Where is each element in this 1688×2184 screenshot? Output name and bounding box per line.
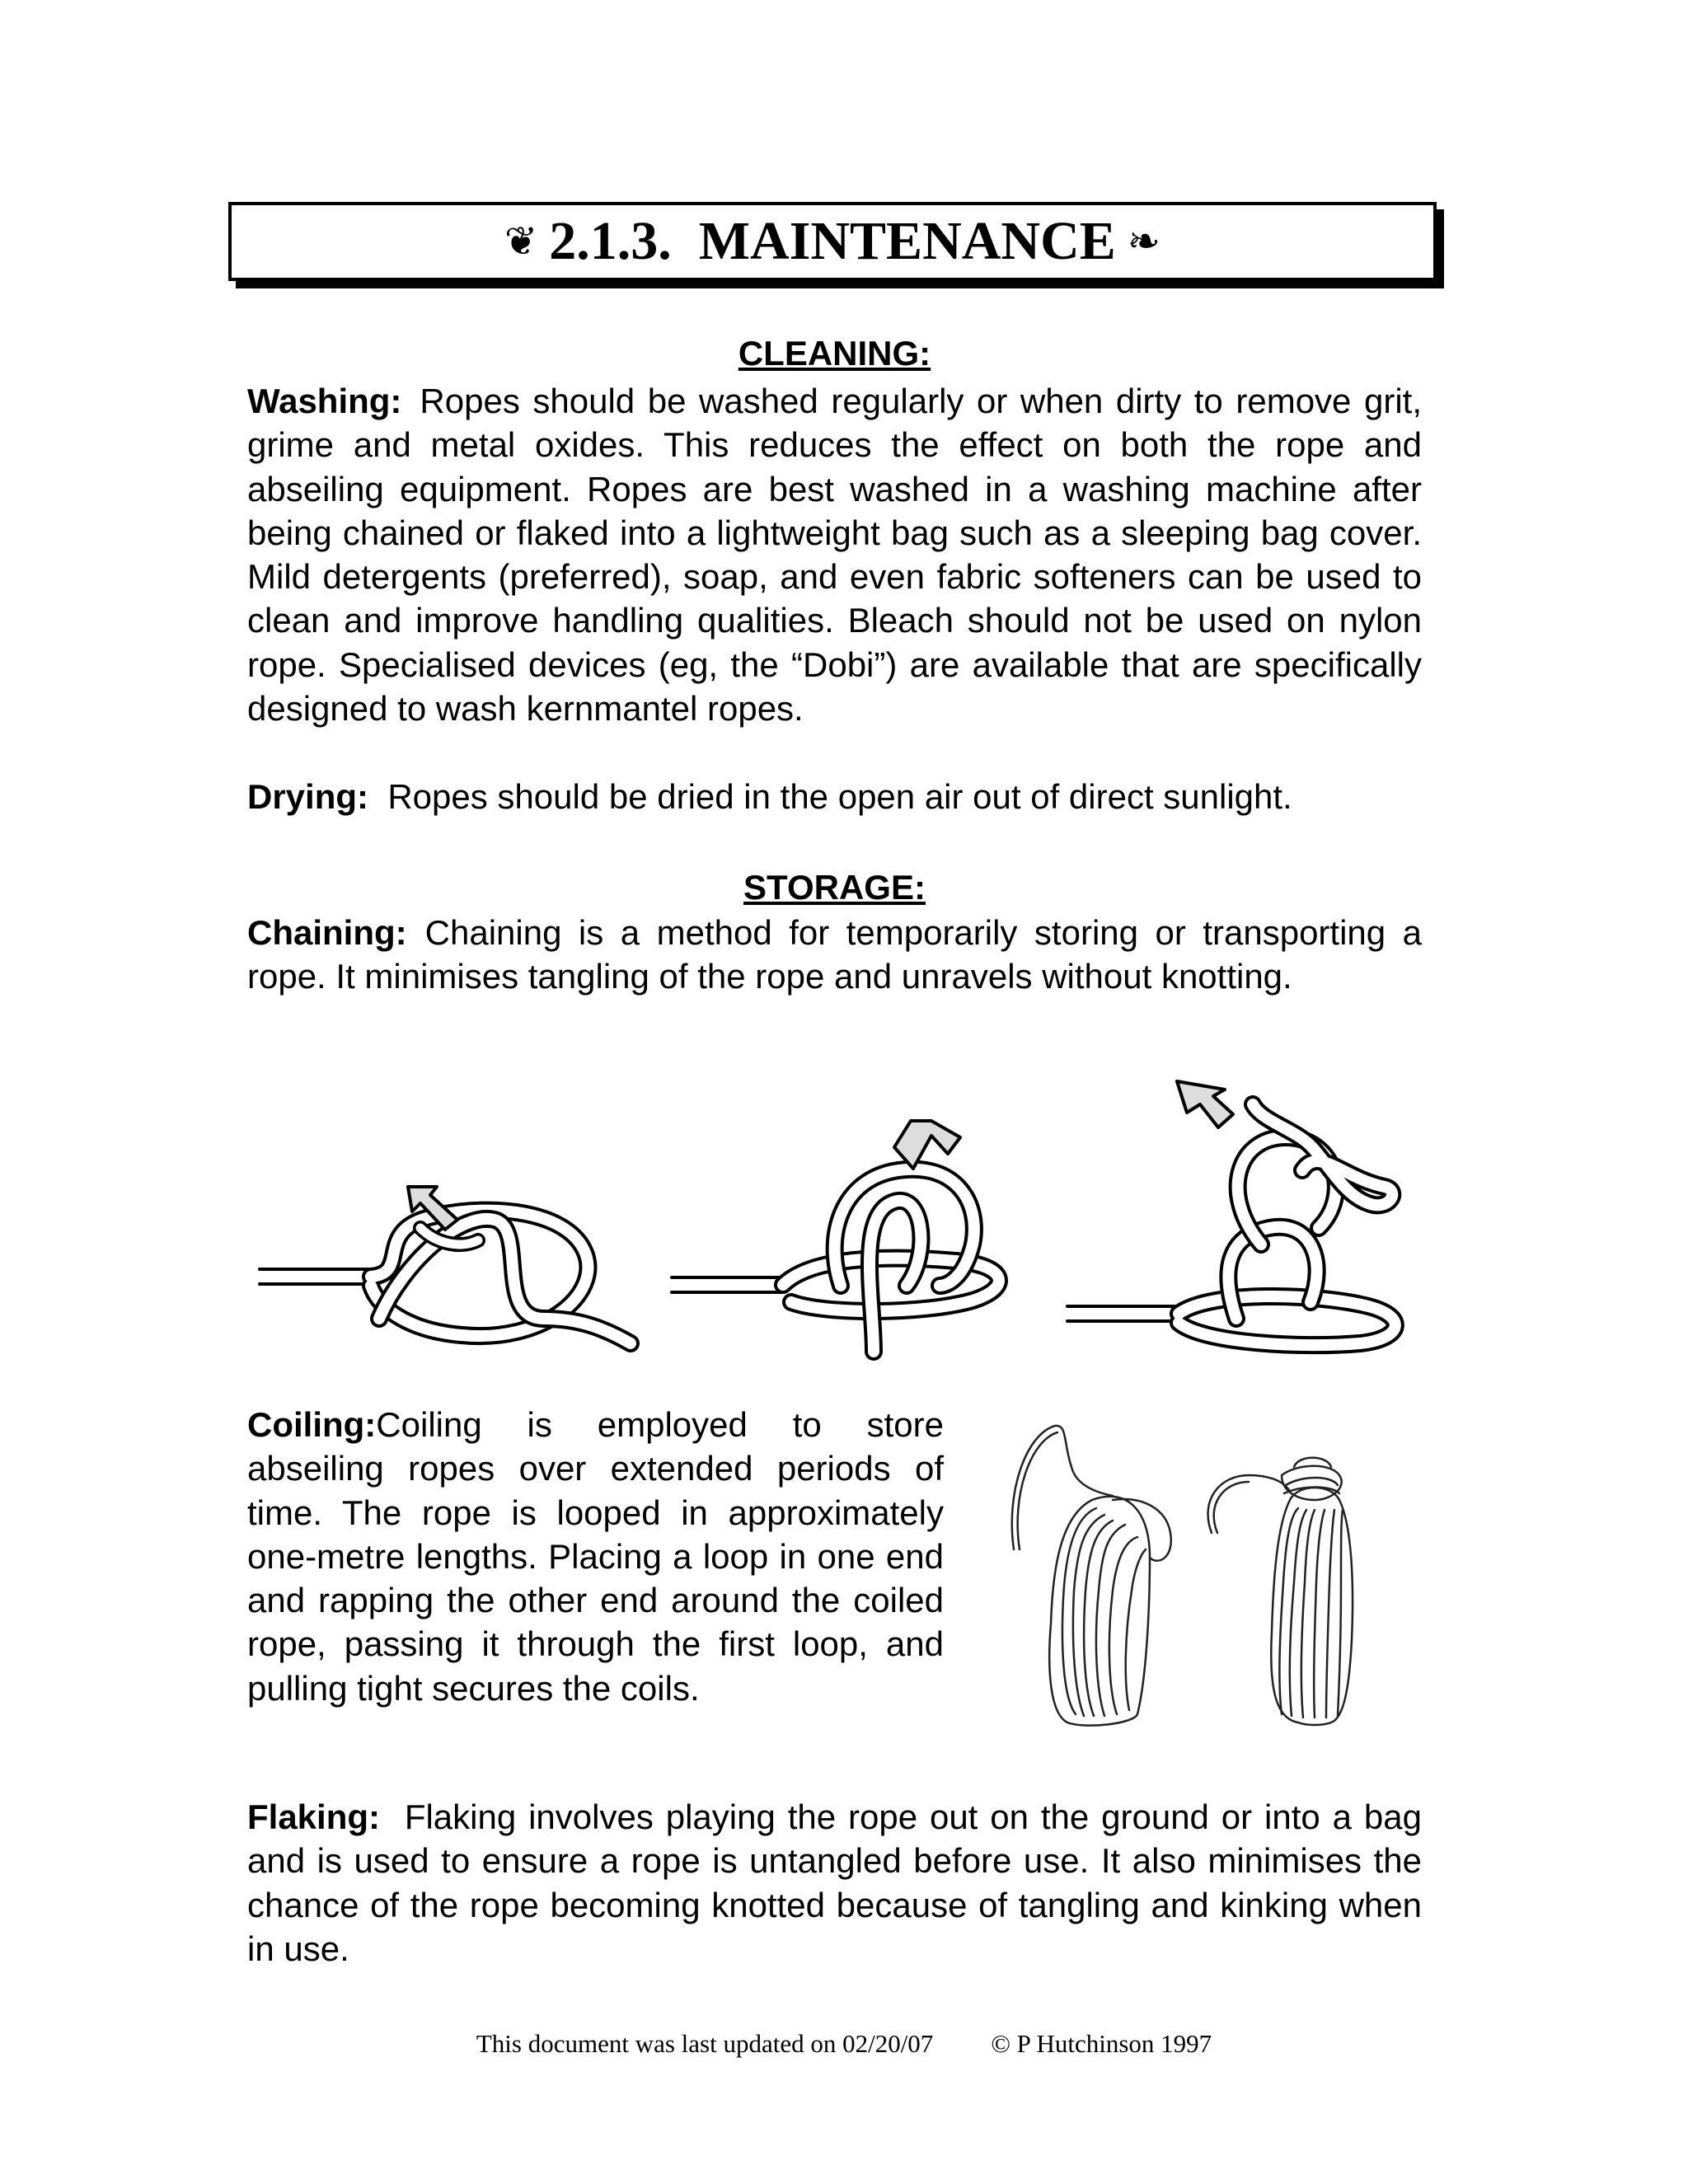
chaining-label: Chaining: [247, 913, 407, 952]
chaining-step-3-illustration [1067, 1081, 1395, 1345]
coiling-text: Coiling is employed to store abseiling ropes over extended periods of time. The rope is looped in approximately one-metre lengths. Placing a loop in one end and rapping the other end around the coiled rope, passing it through the first loop, and pulling tight secures the coils. [247, 1405, 944, 1708]
right-ornament-icon: ❧ [1127, 220, 1160, 264]
page-footer [0, 2029, 1688, 2059]
drying-paragraph [247, 775, 1422, 818]
coil-loose-end-illustration [1012, 1426, 1171, 1726]
section-title-box [228, 202, 1437, 281]
coiling-paragraph [247, 1403, 944, 1710]
chaining-illustration [247, 1071, 1426, 1368]
washing-paragraph [247, 379, 1422, 730]
left-ornament-icon: ❦ [504, 220, 538, 264]
flaking-paragraph [247, 1795, 1422, 1971]
drying-text: Ropes should be dried in the open air out of direct sunlight. [387, 777, 1292, 816]
flaking-text: Flaking involves playing the rope out on the ground or into a bag and is used to ensure a rope is untangled before use. It also minimises the chance of the rope becoming knotted because of tangling and kinking when in use. [247, 1797, 1422, 1968]
cleaning-heading: CLEANING: [738, 334, 931, 373]
copyright-text: © P Hutchinson 1997 [991, 2029, 1212, 2058]
last-updated-text: This document was last updated on 02/20/07 [476, 2029, 934, 2058]
storage-heading: STORAGE: [743, 868, 926, 907]
flaking-label: Flaking: [247, 1797, 381, 1836]
washing-label: Washing: [247, 382, 402, 420]
coiling-label: Coiling: [247, 1405, 377, 1444]
chaining-paragraph [247, 911, 1422, 999]
chaining-text: Chaining is a method for temporarily storing or transporting a rope. It minimises tangling of the rope and unravels without knotting. [247, 913, 1422, 996]
section-title: 2.1.3. MAINTENANCE [549, 211, 1116, 271]
washing-text: Ropes should be washed regularly or when dirty to remove grit, grime and metal oxides. This reduces the effect on both the rope and abseiling equipment. Ropes are best washed in a washing machine after being chained or flaked into a lightweight bag such as a sleeping bag cover. Mild detergents (preferred), soap, and even fabric softeners can be used to clean and improve handling qualities. Bleach should not be used on nylon rope. Specialised devices (eg, the “Dobi”) are available that are specifically designed to wash kernmantel ropes. [247, 382, 1422, 729]
chaining-step-1-illustration [260, 1187, 631, 1343]
chaining-step-2-illustration [672, 1121, 999, 1352]
drying-label: Drying: [247, 777, 368, 816]
coil-secured-illustration [1208, 1458, 1353, 1725]
coiling-illustration [1001, 1418, 1397, 1731]
